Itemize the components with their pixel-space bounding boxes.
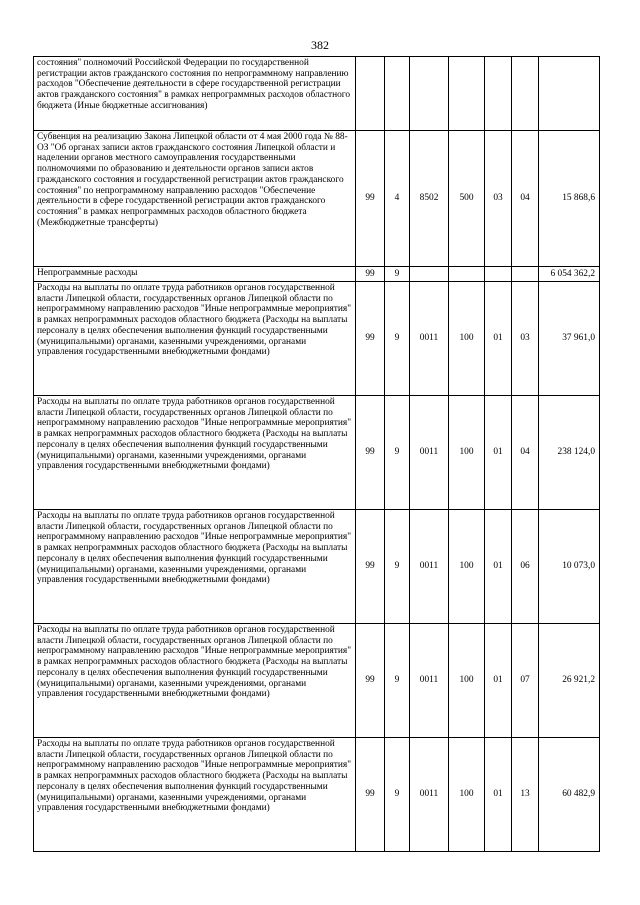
row-amount: 6 054 362,2 xyxy=(539,267,600,282)
code-subprogram: 9 xyxy=(385,282,410,396)
row-amount: 37 961,0 xyxy=(539,282,600,396)
table-row xyxy=(34,396,600,510)
code-subprogram: 9 xyxy=(385,267,410,282)
row-description: Субвенция на реализацию Закона Липецкой области от 4 мая 2000 года № 88-ОЗ "Об органах записи актов гражданского состояния Липецкой области и наделении органов местного самоуправления государственными полномочиями по образованию и деятельности органов записи актов гражданского состояния и государственной регистрации актов гражданского состояния" по непрограммному направлению расходов "Обеспечение деятельности в сфере государственной регистрации актов гражданского состояния" в рамках непрограммных расходов областного бюджета (Межбюджетные трансферты) xyxy=(34,131,356,267)
code-subsection xyxy=(512,267,539,282)
code-direction: 0011 xyxy=(410,396,449,510)
code-direction xyxy=(410,57,449,131)
code-expense-type: 100 xyxy=(449,624,485,738)
code-subsection: 04 xyxy=(512,396,539,510)
code-subprogram: 9 xyxy=(385,396,410,510)
code-program: 99 xyxy=(356,267,385,282)
code-program: 99 xyxy=(356,282,385,396)
table-row xyxy=(34,267,600,282)
code-section: 01 xyxy=(485,282,512,396)
budget-table xyxy=(33,56,600,852)
row-description: состояния" полномочий Российской Федерации по государственной регистрации актов гражданского состояния по непрограммному направлению расходов "Обеспечение деятельности в сфере государственной регистрации актов гражданского состояния" в рамках непрограммных расходов областного бюджета (Иные бюджетные ассигнования) xyxy=(34,57,356,131)
row-amount: 60 482,9 xyxy=(539,738,600,852)
row-amount: 15 868,6 xyxy=(539,131,600,267)
code-program: 99 xyxy=(356,131,385,267)
code-subprogram: 4 xyxy=(385,131,410,267)
table-row xyxy=(34,738,600,852)
row-amount xyxy=(539,57,600,131)
code-direction: 8502 xyxy=(410,131,449,267)
code-program xyxy=(356,57,385,131)
code-program: 99 xyxy=(356,738,385,852)
code-section: 01 xyxy=(485,510,512,624)
row-description: Расходы на выплаты по оплате труда работников органов государственной власти Липецкой области, государственных органов Липецкой области по непрограммному направлению расходов "Иные непрограммные мероприятия" в рамках непрограммных расходов областного бюджета (Расходы на выплаты персоналу в целях обеспечения выполнения функций государственными (муниципальными) органами, казенными учреждениями, органами управления государственными внебюджетными фондами) xyxy=(34,510,356,624)
code-expense-type xyxy=(449,267,485,282)
code-subsection: 04 xyxy=(512,131,539,267)
code-subprogram: 9 xyxy=(385,510,410,624)
code-subsection: 07 xyxy=(512,624,539,738)
code-direction xyxy=(410,267,449,282)
row-description: Расходы на выплаты по оплате труда работников органов государственной власти Липецкой области, государственных органов Липецкой области по непрограммному направлению расходов "Иные непрограммные мероприятия" в рамках непрограммных расходов областного бюджета (Расходы на выплаты персоналу в целях обеспечения выполнения функций государственными (муниципальными) органами, казенными учреждениями, органами управления государственными внебюджетными фондами) xyxy=(34,282,356,396)
code-subprogram: 9 xyxy=(385,738,410,852)
page-number: 382 xyxy=(311,38,329,52)
code-direction: 0011 xyxy=(410,624,449,738)
code-subsection: 13 xyxy=(512,738,539,852)
row-description: Расходы на выплаты по оплате труда работников органов государственной власти Липецкой области, государственных органов Липецкой области по непрограммному направлению расходов "Иные непрограммные мероприятия" в рамках непрограммных расходов областного бюджета (Расходы на выплаты персоналу в целях обеспечения выполнения функций государственными (муниципальными) органами, казенными учреждениями, органами управления государственными внебюджетными фондами) xyxy=(34,624,356,738)
code-section: 01 xyxy=(485,738,512,852)
row-description: Расходы на выплаты по оплате труда работников органов государственной власти Липецкой области, государственных органов Липецкой области по непрограммному направлению расходов "Иные непрограммные мероприятия" в рамках непрограммных расходов областного бюджета (Расходы на выплаты персоналу в целях обеспечения выполнения функций государственными (муниципальными) органами, казенными учреждениями, органами управления государственными внебюджетными фондами) xyxy=(34,738,356,852)
row-amount: 10 073,0 xyxy=(539,510,600,624)
row-description: Расходы на выплаты по оплате труда работников органов государственной власти Липецкой области, государственных органов Липецкой области по непрограммному направлению расходов "Иные непрограммные мероприятия" в рамках непрограммных расходов областного бюджета (Расходы на выплаты персоналу в целях обеспечения выполнения функций государственными (муниципальными) органами, казенными учреждениями, органами управления государственными внебюджетными фондами) xyxy=(34,396,356,510)
code-direction: 0011 xyxy=(410,282,449,396)
code-subsection: 06 xyxy=(512,510,539,624)
code-section: 01 xyxy=(485,396,512,510)
row-amount: 238 124,0 xyxy=(539,396,600,510)
code-section: 01 xyxy=(485,624,512,738)
code-subsection xyxy=(512,57,539,131)
code-subprogram: 9 xyxy=(385,624,410,738)
table-row xyxy=(34,57,600,131)
code-expense-type: 100 xyxy=(449,510,485,624)
table-row xyxy=(34,510,600,624)
code-direction: 0011 xyxy=(410,510,449,624)
table-row xyxy=(34,131,600,267)
code-expense-type: 500 xyxy=(449,131,485,267)
code-section: 03 xyxy=(485,131,512,267)
table-row xyxy=(34,282,600,396)
code-program: 99 xyxy=(356,624,385,738)
code-expense-type: 100 xyxy=(449,738,485,852)
code-subprogram xyxy=(385,57,410,131)
code-section xyxy=(485,267,512,282)
row-amount: 26 921,2 xyxy=(539,624,600,738)
code-program: 99 xyxy=(356,396,385,510)
code-expense-type: 100 xyxy=(449,396,485,510)
code-program: 99 xyxy=(356,510,385,624)
code-direction: 0011 xyxy=(410,738,449,852)
code-expense-type: 100 xyxy=(449,282,485,396)
code-expense-type xyxy=(449,57,485,131)
code-subsection: 03 xyxy=(512,282,539,396)
row-description: Непрограммные расходы xyxy=(34,267,356,282)
table-row xyxy=(34,624,600,738)
code-section xyxy=(485,57,512,131)
